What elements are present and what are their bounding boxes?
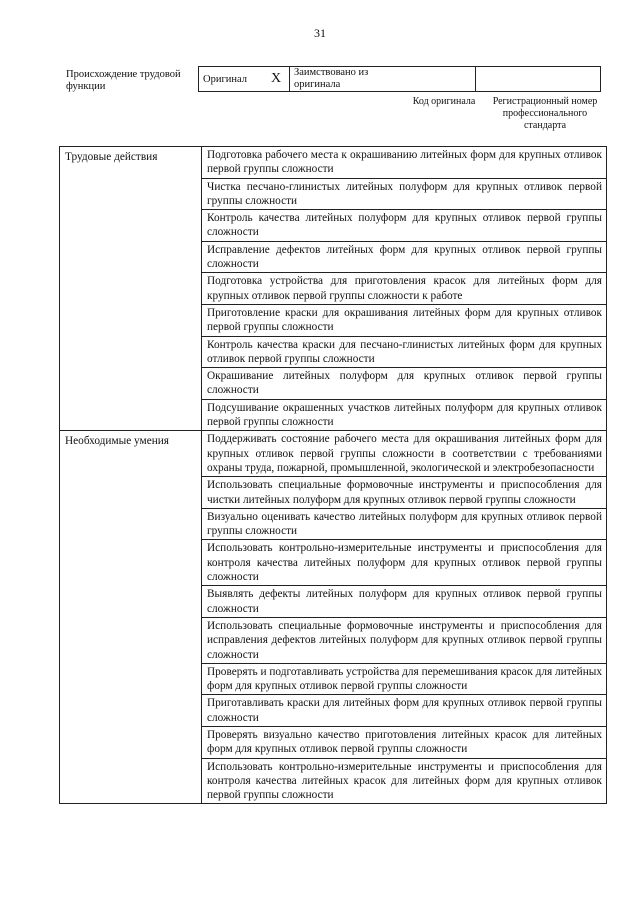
list-item: Поддерживать состояние рабочего места для окрашивания литейных форм для крупных отливок первой группы сложности в соответствии с требованиями охраны труда, пожарной, промышленной, экологической и электробезопасности — [202, 431, 607, 477]
list-item: Использовать специальные формовочные инструменты и приспособления для чистки литейных полуформ для крупных отливок первой группы сложности — [202, 477, 607, 509]
list-item: Исправление дефектов литейных форм для крупных отливок первой группы сложности — [202, 241, 607, 273]
list-item: Использовать контрольно-измерительные инструменты и приспособления для контроля качества литейных красок для литейных форм для крупных отливок первой группы сложности — [202, 758, 607, 804]
list-item: Проверять и подготавливать устройства для перемешивания красок для литейных форм для крупных отливок первой группы сложности — [202, 663, 607, 695]
registration-number-cell — [476, 67, 601, 92]
original-selected-mark: X — [263, 67, 290, 92]
table-row — [60, 147, 607, 179]
list-item: Визуально оценивать качество литейных полуформ для крупных отливок первой группы сложности — [202, 508, 607, 540]
list-item: Проверять визуально качество приготовления литейных красок для литейных форм для крупных отливок первой группы сложности — [202, 726, 607, 758]
list-item: Приготавливать краски для литейных форм для крупных отливок первой группы сложности — [202, 695, 607, 727]
original-label: Оригинал — [199, 67, 264, 92]
function-table — [59, 146, 607, 804]
borrowed-label: Заимствовано из оригинала — [290, 67, 401, 92]
list-item: Контроль качества краски для песчано-глинистых литейных форм для крупных отливок первой группы сложности — [202, 336, 607, 368]
list-item: Подсушивание окрашенных участков литейных полуформ для крупных отливок первой группы сложности — [202, 399, 607, 431]
registration-caption: Регистрационный номер профессионального стандарта — [492, 96, 598, 131]
list-item: Подготовка рабочего места к окрашиванию литейных форм для крупных отливок первой группы сложности — [202, 147, 607, 179]
list-item: Чистка песчано-глинистых литейных полуформ для крупных отливок первой группы сложности — [202, 178, 607, 210]
origin-table — [198, 66, 601, 92]
code-cell — [400, 67, 476, 92]
list-item: Окрашивание литейных полуформ для крупных отливок первой группы сложности — [202, 368, 607, 400]
section-title: Необходимые умения — [60, 431, 202, 804]
list-item: Контроль качества литейных полуформ для крупных отливок первой группы сложности — [202, 210, 607, 242]
page-number: 31 — [314, 26, 326, 40]
list-item: Использовать специальные формовочные инструменты и приспособления для исправления дефектов литейных полуформ для крупных отливок первой группы сложности — [202, 617, 607, 663]
list-item: Приготовление краски для окрашивания литейных форм для крупных отливок первой группы сложности — [202, 304, 607, 336]
section-title: Трудовые действия — [60, 147, 202, 431]
table-row — [60, 431, 607, 477]
list-item: Использовать контрольно-измерительные инструменты и приспособления для контроля качества литейных полуформ для крупных отливок первой группы сложности — [202, 540, 607, 586]
list-item: Выявлять дефекты литейных полуформ для крупных отливок первой группы сложности — [202, 586, 607, 618]
origin-label: Происхождение трудовой функции — [66, 69, 181, 92]
list-item: Подготовка устройства для приготовления красок для литейных форм для крупных отливок первой группы сложности к работе — [202, 273, 607, 305]
code-caption: Код оригинала — [412, 96, 476, 107]
